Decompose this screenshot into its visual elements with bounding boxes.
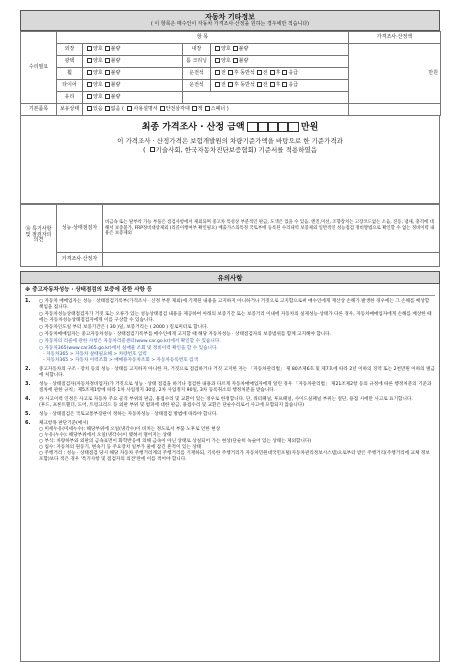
opt-label: 양호: [93, 70, 103, 77]
notice-line: - 자동차365 > 자동차 살때필요해 > 차량번호 입력: [43, 352, 147, 358]
notice-line: ○ 자동차인도일 부터 보증기간은 ( 30 )일, 보증거리는 ( 2000 ) 킬로미터로 합니다.: [39, 325, 208, 331]
opt-label: 불량: [110, 58, 121, 65]
price-unit: 만원: [349, 44, 441, 104]
opt-label: 불량: [238, 58, 249, 65]
opt-label: 스패너: [210, 106, 226, 113]
checkbox[interactable]: [105, 58, 110, 63]
checkbox[interactable]: [87, 70, 92, 75]
checkbox[interactable]: [192, 106, 197, 111]
notice-line: 체크항목 판단기준(예시): [39, 420, 89, 426]
checkbox[interactable]: [233, 46, 238, 51]
notice-item: [25, 382, 435, 394]
checkbox[interactable]: [105, 46, 110, 51]
opt-label: 후: [275, 82, 281, 89]
opt-label: 동반석: [240, 82, 255, 89]
row-label: 운전석: [183, 68, 211, 80]
notice-line: ○ 미세누유(미세누수): 해당부위에 오일(냉각수)이 비치는 정도로서 부품 노후로 인한 현상: [39, 426, 221, 432]
opt-label: 전: [221, 82, 226, 89]
checkbox[interactable]: [160, 106, 165, 111]
repair-table: 수리필요 항 목 가격조사·산정액 외장 양호 불량 내장 양호 불량 만원 광택 양호 불량 룸 크리닝 양호 불량 휠 양호 불량 운전석 전 후 동반석 전 후 응급 타이어 양호 불량 운전석 전 후 동반석 전 후 응급 유리 양호 불량 기본품목 보유상태 있음 없음 ( 사용설명서 안전삼각대 잭 스패너 ): [20, 31, 441, 116]
price-header: 가격조사·산정액: [349, 32, 441, 44]
opt-label: 양호: [221, 46, 231, 53]
opt-label: 불량: [110, 46, 121, 53]
price-desc-line2: 기술사회, 한국자동차진단보증협회) 기준서를 적용하였음: [155, 145, 318, 154]
checkbox[interactable]: [87, 46, 92, 51]
notice-item: [25, 397, 435, 409]
section-subtitle: ( 이 항목은 매수인이 자동차 가격조사·산정을 원하는 경우에만 적습니다): [150, 21, 310, 28]
special-notes-label: ⑯ 특기사항 및 점검자의 의견: [21, 205, 57, 267]
notice-line: ○ 주행거리 : 성능 · 상태점검 당시 해당 자동차 주행거리계의 주행거리를 기재하되, 기록한 주행거리가 자동차민원대국민포털(자동차관리정보시스템)으로부터 받은 주행거리(주행거리에 교체 정보 포함)보다 적은 경우 '특기사항 및 점검자의 의견'란에 이를 적어야 합니다.: [39, 450, 430, 462]
opt-label: 양호: [93, 58, 103, 65]
section-title: 자동차 기타정보: [205, 13, 255, 21]
opt-label: 양호: [93, 46, 103, 53]
inspector-label: 성능·상태점검자: [57, 205, 103, 253]
checkbox[interactable]: [215, 58, 220, 63]
notice-item: [25, 412, 435, 418]
appraiser-opinion[interactable]: [103, 253, 440, 267]
notice-line: ○ 자동차매매업자는 중고자동차성능 · 상태점검기록부를 매수인에게 고지할 때 해당 자동차성능 · 상태점검자의 보증범위를 함께 고지해야 합니다.: [39, 332, 332, 338]
price-input-boxes[interactable]: [248, 123, 298, 133]
checkbox[interactable]: [282, 70, 287, 75]
item-number: 6.: [25, 419, 31, 426]
checkbox[interactable]: [87, 82, 92, 87]
item-header: 항 목: [57, 32, 349, 44]
row-label: 타이어: [57, 80, 83, 92]
row-label: 유리: [57, 92, 83, 104]
vehicle-info-header: [20, 10, 440, 31]
final-price-label: 최종 가격조사 · 산정 금액: [141, 122, 245, 133]
row-label: 룸 크리닝: [183, 56, 211, 68]
checkbox[interactable]: [87, 94, 92, 99]
opt-label: 양호: [93, 94, 103, 101]
opt-label: 응급: [288, 82, 299, 89]
item-number: 4.: [25, 395, 31, 402]
checkbox[interactable]: [270, 82, 275, 87]
appraiser-label: 가격조사·산정자: [57, 253, 103, 267]
row-label: 내장: [183, 44, 211, 56]
checkbox[interactable]: [127, 106, 132, 111]
notice-line: 성능 · 상태점검은 국토교통부장관이 정하는 자동차성능 · 상태점검 방법에 따라야 합니다.: [39, 411, 218, 417]
row-label: 운전석: [183, 80, 211, 92]
notice-item: [25, 421, 435, 463]
form-page: [20, 10, 440, 626]
opt-label: 후: [233, 82, 239, 89]
opt-label: 응급: [288, 70, 299, 77]
item-number: 2.: [25, 366, 31, 372]
row-label: 휠: [57, 68, 83, 80]
notice-line: ○ 자동차365(www.car365.go.kr)에서 실매물 조회 및 정비이력 확인을 할 수 있습니다.: [39, 346, 218, 352]
notice-subtitle: ※ 중고자동차성능 · 상태점검의 보증에 관한 사항 등: [25, 287, 435, 296]
notice-line: 성능 · 상태점검자(자동차정비업자)가 거짓으로 성능 · 상태 점검을 하거나 점검한 내용과 다르게 자동차매매업자에게 알린 경우 「자동차관리법」 제21조제2항 등의 규정에 따른 행정처분의 기준과 절차에 관한 규칙」제5조제1항에 따라 1차 사업정지 30일, 2차 사업정지 90일, 3차 등록취소의 행정처분을 받습니다.: [39, 381, 432, 393]
notice-line: (후드, 프론트휀더, 도어, 트렁크리드 등 외판 부위 및 범퍼에 대한 판금, 용접수리 및 교환은 단순수리로서 사고에 포함되지 않습니다): [39, 402, 305, 408]
opt-label: 후: [233, 70, 239, 77]
opt-label: 양호: [93, 82, 103, 89]
checkbox[interactable]: [105, 106, 110, 111]
item-number: 5.: [25, 410, 31, 417]
checkbox[interactable]: [215, 70, 220, 75]
notice-line: ○ 자동차성능상태점검자가 거짓 또는 오류가 있는 성능상태점검 내용을 제공하여 아래의 보증기간 또는 보증거리 이내에 자동차의 실제성능·상태가 다른 경우, 자동차매매업자에게 손해를 배상한 때에는 자동차성능상태점검자에게 이를 구상할 수 있습니다.: [39, 312, 432, 324]
opt-label: 전: [262, 70, 268, 77]
checkbox[interactable]: [105, 70, 110, 75]
notice-line: 중고자동차의 구조 · 장치 등의 성능 · 상태를 고지하지 아니한 자, 거짓으로 점검하거나 거짓 고지한 자는 「자동차관리법」 제 80조제6호 및 제7호에 따라 2년 이하의 징역 또는 2천만원 이하의 벌금에 처합니다.: [39, 367, 435, 378]
opt-label: 양호: [221, 58, 231, 65]
notice-line: ㉮ 사고이력 인정은 사고로 자동차 주요 골격 부위의 판금, 용접수리 및 교환이 있는 경우로 한정합니다. 단, 쿼터패널, 루프패널, 사이드실패널 부위는 절단, 용접 시에만 사고로 표기합니다.: [39, 396, 413, 402]
opt-label: 전: [221, 70, 226, 77]
final-price-section: 최종 가격조사 · 산정 금액 만원 이 가격조사 · 산정가격은 보험개발원의 차량기준가액을 바탕으로 한 기준가격과 ( 기술사회, 한국자동차진단보증협회) 기준서를 적용하였음: [20, 116, 440, 204]
notice-line: ○ 침수: 자동차의 원동기, 변속기 등 주요장치 일부가 물에 잠긴 흔적이 있는 상태: [39, 444, 202, 450]
notice-line: ○ 누유(누수): 해당부위에서 오일(냉각수)이 맺혀서 떨어지는 상태: [39, 432, 172, 438]
checkbox[interactable]: [270, 70, 275, 75]
opt-label: 사용설명서: [133, 106, 158, 113]
price-desc-line1: 이 가격조사 · 산정가격은 보험개발원의 차량기준가액을 바탕으로 한 기준가격과: [117, 136, 343, 145]
row-label: 광택: [57, 56, 83, 68]
checkbox[interactable]: [87, 106, 92, 111]
notice-line: ○ 자동차의 리콜에 관한 사항은 자동차리콜센터(www.car.go.kr)에서 확인할 수 있습니다.: [39, 339, 221, 345]
checkbox[interactable]: [257, 70, 262, 75]
notice-line: ○ 자동차 매매업자는 성능 · 상태점검기록부(가격조사 · 산정 부분 제외)에 기재된 내용을 고지하지 아니하거나 거짓으로 고지함으로써 매수인에게 재산상 손해가 발생한 경우에는 그 손해를 배상할 책임을 집니다.: [39, 299, 430, 311]
checkbox[interactable]: [228, 82, 233, 87]
basic-items-label: 기본품목: [21, 104, 57, 116]
opt-label: 후: [275, 70, 281, 77]
opt-label: 잭: [197, 106, 203, 113]
checkbox[interactable]: [228, 70, 233, 75]
checkbox[interactable]: [257, 82, 262, 87]
notice-section: [20, 284, 440, 662]
checkbox[interactable]: [105, 82, 110, 87]
notice-line: - 자동차365 > 자동차 이력조회 > 매매용자동차조회 > 자동차등록번호 검색: [43, 358, 198, 364]
checkbox[interactable]: [105, 94, 110, 99]
notice-item: [25, 367, 435, 379]
notice-line: ○ 부식: 차량하부와 외판의 금속표면이 화학반응에 의해 금속이 아닌 상태로 상실되어 가는 현상(단순히 녹슬어 있는 상태는 제외합니다): [39, 438, 312, 444]
basic-status-label: 보유상태: [57, 104, 83, 116]
notice-title: 유의사항: [20, 271, 440, 284]
opt-label: 동반석: [240, 70, 255, 77]
opt-label: 불량: [110, 94, 121, 101]
item-number: 3.: [25, 380, 31, 387]
repair-section-label: 수리필요: [21, 32, 57, 104]
checkbox[interactable]: [282, 82, 287, 87]
opt-label: 불량: [110, 70, 121, 77]
opt-label: 있음: [93, 106, 103, 113]
notice-item: [25, 299, 435, 364]
checkbox[interactable]: [205, 106, 210, 111]
checkbox[interactable]: [150, 147, 155, 152]
opt-label: 전: [262, 82, 268, 89]
row-label: 외장: [57, 44, 83, 56]
opt-label: 불량: [238, 46, 249, 53]
item-number: 1.: [25, 298, 31, 305]
checkbox[interactable]: [233, 58, 238, 63]
checkbox[interactable]: [87, 58, 92, 63]
opt-label: 불량: [110, 82, 121, 89]
opt-label: 없음: [110, 106, 121, 113]
opt-label: 안전삼각대: [165, 106, 190, 113]
checkbox[interactable]: [215, 46, 220, 51]
special-notes-table: [20, 204, 440, 267]
final-price-unit: 만원: [300, 122, 319, 133]
checkbox[interactable]: [215, 82, 220, 87]
inspector-opinion: 비금속 또는 탈부착 가능 부품은 점검사항에서 제외되며 중고차 특성상 부분적인 판금, 도색은 있을 수 있음. 엔진,미션, 조향장치는 고장코드없는 소음, 진동, 냄새, 충격에 대해서 보증불가, FRP정비대상제외 (리콜이행여부 확인필요) 배출가스의특정 국토부에 등록된 수리내역 보증제외 일반적인 성능점검 정비방법으로 확인할 수 없는 정비이력 내용은 보증제외: [103, 205, 440, 253]
